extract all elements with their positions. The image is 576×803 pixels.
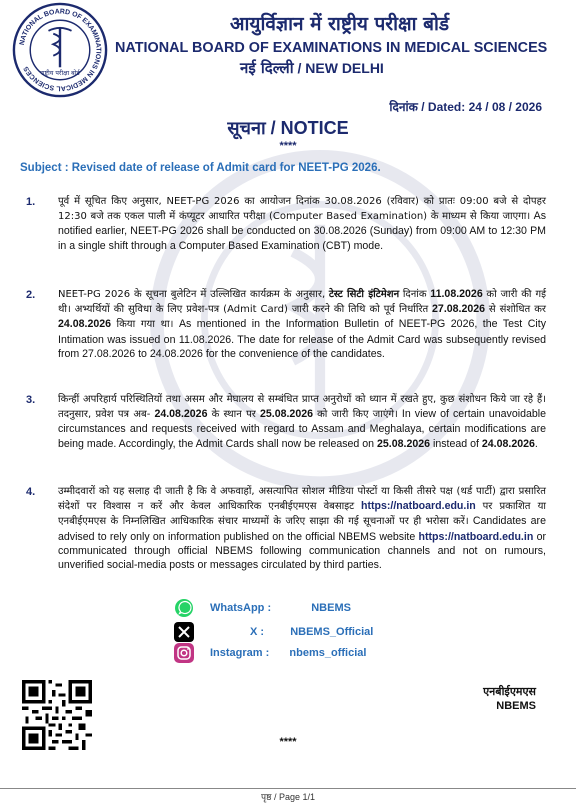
- logo-ring-text: NATIONAL BOARD OF EXAMINATIONS IN MEDICAL SCIENCES: [18, 8, 102, 92]
- paragraph-3: किन्हीं अपरिहार्य परिस्थितियों तथा असम और मेघालय से सम्बंधित प्राप्त अनुरोधों को ध्यान में रखते हुए, कुछ संशोधन किये जा रहे हैं। तदनुसार, प्रवेश पत्र अब- 24.08.2026 के स्थान पर 25.08.2026 को जारी किए जाएंगे। In view of certain unavoidable circumstances and requests received with regard to Assam and Meghalaya, certain modifications are being made. Accordingly, the Admit Cards shall now be released on 25.08.2026 instead of 24.08.2026.: [58, 394, 547, 450]
- notice-title-hindi: सूचना: [227, 118, 266, 139]
- signature-english: NBEMS: [496, 700, 536, 712]
- paragraph-number: 1.: [26, 196, 36, 208]
- paragraph-number: 3.: [26, 394, 36, 406]
- instagram-handle[interactable]: nbems_official: [289, 647, 367, 659]
- x-icon: [174, 622, 194, 642]
- whatsapp-icon: [174, 598, 194, 618]
- end-stars: ****: [279, 736, 297, 748]
- signature-hindi: एनबीईएमएस: [483, 685, 536, 698]
- date-line: [389, 98, 542, 115]
- paragraph-number: 2.: [26, 289, 36, 301]
- whatsapp-handle[interactable]: NBEMS: [311, 602, 351, 614]
- date-label-english: / Dated:: [421, 100, 466, 114]
- date-value: 24 / 08 / 2026: [468, 100, 542, 114]
- paragraph-2: NEET-PG 2026 के सूचना बुलेटिन में उल्लिखित कार्यक्रम के अनुसार, टेस्ट सिटी इंटिमेशन दिनांक 11.08.2026 को जारी की गई थी। अभ्यर्थियों की सुविधा के लिए प्रवेश-पत्र (Admit Card) जारी करने की तिथि को पूर्व निर्धारित 27.08.2026 से संशोधित कर 24.08.2026 किया गया था। As mentioned in the Information Bulletin of NEET-PG 2026, the Test City Intimation was issued on 11.08.2026. The date for release of the Admit Card was subsequently revised from 27.08.2026 to 24.08.2026 for the convenience of the candidates.: [58, 288, 546, 360]
- subject-line: Subject : Revised date of release of Admit card for NEET-PG 2026.: [20, 162, 381, 174]
- paragraph-1-hindi: पूर्व में सूचित किए अनुसार, NEET-PG 2026 का आयोजन दिनांक 30.08.2026 (रविवार) को प्रातः 09:00 बजे से दोपहर 12:30 बजे तक एकल पाली में कंप्यूटर आधारित परीक्षा (Computer Based Examination) के माध्यम से किया जाएगा।: [58, 196, 546, 223]
- city-english: / NEW DELHI: [297, 60, 384, 76]
- website-link-hindi[interactable]: https://natboard.edu.in: [361, 500, 476, 513]
- footer-hindi: पृष्ठ: [261, 793, 272, 803]
- x-label: X :: [250, 626, 265, 638]
- footer-divider: [0, 788, 576, 789]
- notice-title: [0, 116, 576, 140]
- org-name-hindi: आयुर्विज्ञान में राष्ट्रीय परीक्षा बोर्ड: [230, 13, 450, 35]
- social-whatsapp: [210, 602, 351, 614]
- page-footer: [0, 790, 576, 803]
- city-hindi: नई दिल्ली: [240, 59, 294, 77]
- notice-title-english: / NOTICE: [270, 118, 349, 138]
- social-instagram: [210, 647, 366, 659]
- x-handle[interactable]: NBEMS_Official: [290, 626, 374, 638]
- paragraph-2-english: As mentioned in the Information Bulletin of NEET-PG 2026, the Test City Intimation was issued on 11.08.2026. The date for release of the Admit Card was subsequently revised from 27.08.2026 to 24.08.2026 for the convenience of the candidates.: [58, 318, 546, 360]
- paragraph-1: [58, 194, 546, 253]
- instagram-icon: [174, 643, 194, 663]
- paragraph-4: उम्मीदवारों को यह सलाह दी जाती है कि वे अफवाहों, असत्यापित सोशल मीडिया पोस्टों या किसी तीसरे पक्ष (थर्ड पार्टी) द्वारा प्रसारित संदेशों पर विश्वास न करें और केवल आधिकारिक एनबीईएमएस वेबसाइट https://natboard.edu.in पर प्रकाशित या एनबीईएमएस के निम्नलिखित आधिकारिक संचार माध्यमों के जरिए साझा की गई सूचनाओं पर ही भरोसा करें। Candidates are advised to rely only on information published on the official NBEMS website https://natboard.edu.in or communicated through official NBEMS following communication channels and not on rumours, unverified social-media posts or messages circulated by third parties.: [58, 486, 546, 572]
- paragraph-number: 4.: [26, 486, 36, 498]
- whatsapp-label: WhatsApp :: [210, 602, 272, 614]
- date-label-hindi: दिनांक: [389, 100, 418, 114]
- website-link-english[interactable]: https://natboard.edu.in: [418, 530, 534, 543]
- org-name-english: NATIONAL BOARD OF EXAMINATIONS IN MEDICAL SCIENCES: [115, 40, 548, 56]
- social-x: [250, 626, 373, 638]
- paragraph-1-english: As notified earlier, NEET-PG 2026 shall be conducted on 30.08.2026 (Sunday) from 09:00 AM to 12:30 PM in a single shift through a Computer Based Examination (CBT) mode.: [58, 210, 546, 252]
- city-line: [240, 58, 384, 78]
- logo-hindi-text: राष्ट्रीय परीक्षा बोर्ड: [40, 69, 80, 77]
- footer-page: / Page 1/1: [273, 792, 315, 802]
- nbems-logo: [12, 2, 108, 98]
- notice-stars: ****: [279, 140, 297, 152]
- instagram-label: Instagram :: [210, 647, 270, 659]
